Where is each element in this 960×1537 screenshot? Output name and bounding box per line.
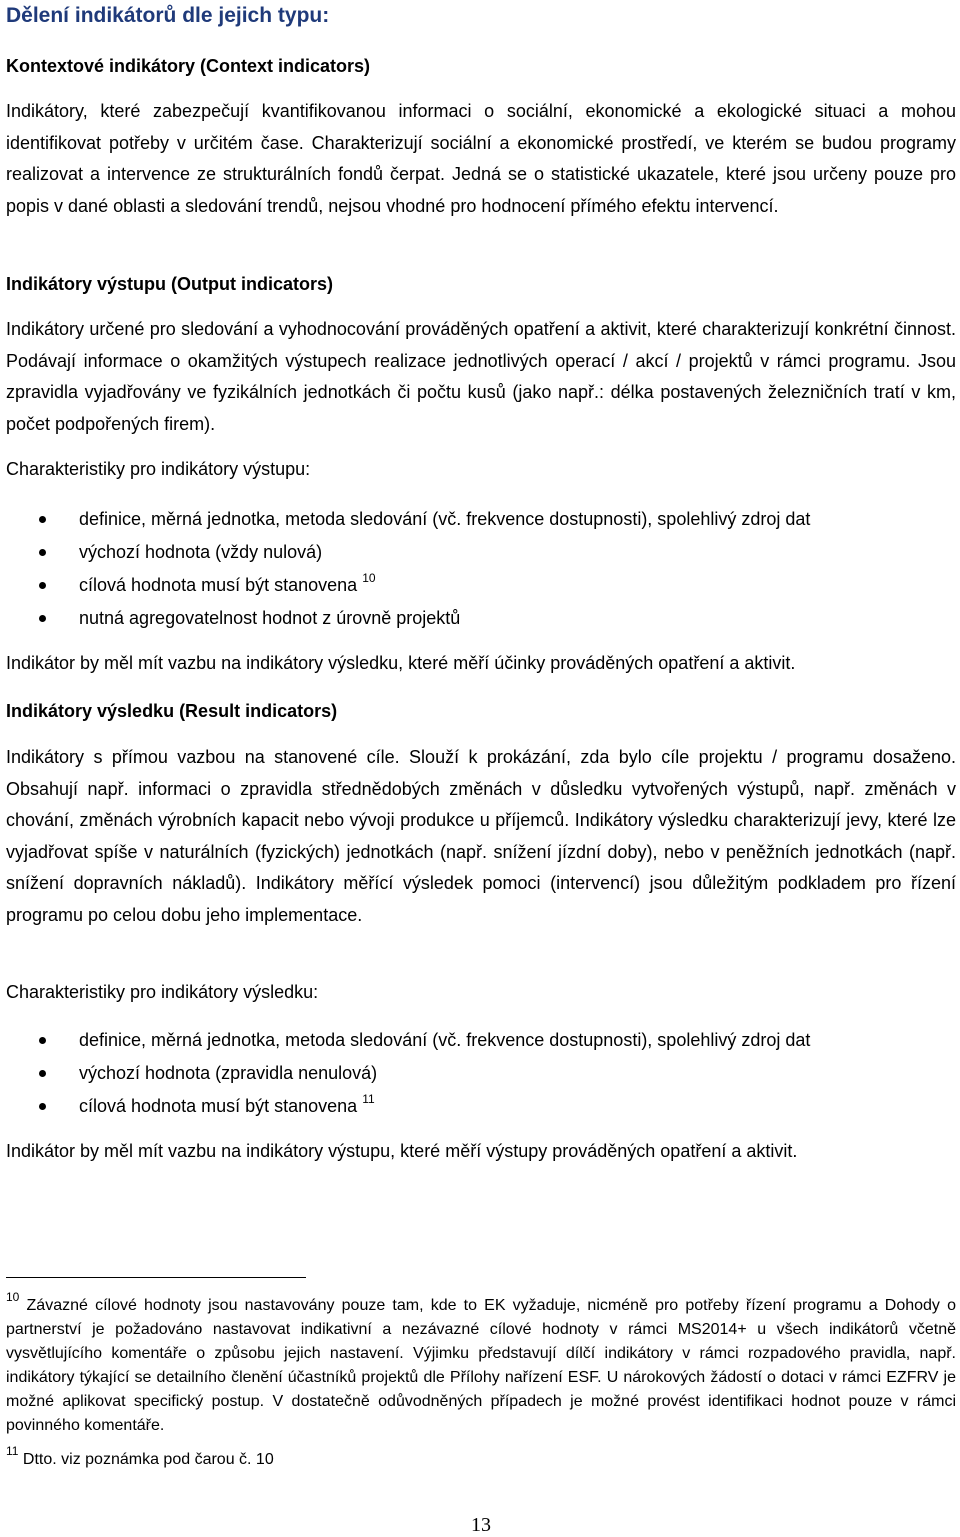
- footnote-ref-10[interactable]: 10: [362, 571, 376, 585]
- list-item: cílová hodnota musí být stanovena $^{11}$: [6, 1090, 810, 1123]
- result-note: Indikátor by měl mít vazbu na indikátory výstupu, které měří výstupy prováděných opatření a aktivit.: [6, 1141, 798, 1161]
- bullet-icon: [39, 1037, 46, 1044]
- context-paragraph: Indikátory, které zabezpečují kvantifikovanou informaci o sociální, ekonomické a ekologické situaci a mohou identifikovat potřeby v určitém čase. Charakterizují sociální a ekonomické prostředí, ve kterém se budou programy realizovat a intervence ze strukturálních fondů čerpat. Jedná se o statistické ukazatele, které jsou určeny pouze pro popis v dané oblasti a sledování trendů, nejsou vhodné pro hodnocení přímého efektu intervencí.: [6, 101, 956, 216]
- bullet-icon: [39, 1103, 46, 1110]
- output-heading: Indikátory výstupu (Output indicators): [6, 274, 334, 294]
- footnote-ref-11[interactable]: 11: [362, 1092, 375, 1106]
- result-characteristics-list: [6, 1024, 810, 1123]
- list-item: výchozí hodnota (zpravidla nenulová): [6, 1057, 810, 1090]
- footnote-10: [6, 1290, 956, 1438]
- output-paragraph: Indikátory určené pro sledování a vyhodnocování prováděných opatření a aktivit, které charakterizují konkrétní činnost. Podávají informace o okamžitých výstupech realizace jednotlivých operací / akcí / projektů v rámci programu. Jsou zpravidla vyjadřovány ve fyzikálních jednotkách či počtu kusů (jako např.: délka postavených železničních tratí v km, počet podpořených firem).: [6, 319, 956, 434]
- list-item: definice, měrná jednotka, metoda sledování (vč. frekvence dostupnosti), spolehlivý zdroj dat: [6, 1024, 810, 1057]
- bullet-icon: [39, 516, 46, 523]
- footnote-separator: [6, 1277, 306, 1278]
- list-item: nutná agregovatelnost hodnot z úrovně projektů: [6, 602, 810, 635]
- bullet-icon: [39, 1070, 46, 1077]
- bullet-icon: [39, 615, 46, 622]
- page-number: 13: [471, 1514, 491, 1536]
- footnote-text: Závazné cílové hodnoty jsou nastavovány pouze tam, kde to EK vyžaduje, nicméně pro potřeby řízení programu a Dohody o partnerství je požadováno nastavovat indikativní a nezávazné cílové hodnoty v rámci MS2014+ u všech indikátorů včetně vysvětlujícího komentáře o způsobu jejich nastavení. Výjimku představují dílčí indikátory v rámci rozpadového pravidla, např. indikátory týkající se detailního členění účastníků projektů dle Přílohy nařízení ESF. U nárokových žádostí o dotaci v rámci EZFRV je možné aplikovat specifický postup. V dostatečně odůvodněných případech je možné provést identifikaci hodnot pouze v rámci povinného komentáře.: [6, 1297, 956, 1434]
- list-item: výchozí hodnota (vždy nulová): [6, 536, 810, 569]
- page-title: Dělení indikátorů dle jejich typu:: [6, 4, 330, 27]
- footnote-number: 11: [6, 1444, 19, 1458]
- list-item: cílová hodnota musí být stanovena $^{10}$: [6, 569, 810, 602]
- output-characteristics-list: [6, 503, 810, 635]
- bullet-icon: [39, 549, 46, 556]
- result-heading: Indikátory výsledku (Result indicators): [6, 701, 338, 721]
- list-item: definice, měrná jednotka, metoda sledování (vč. frekvence dostupnosti), spolehlivý zdroj dat: [6, 503, 810, 536]
- context-heading: Kontextové indikátory (Context indicators): [6, 56, 371, 76]
- footnote-text: Dtto. viz poznámka pod čarou č. 10: [22, 1451, 274, 1468]
- footnote-number: 10: [6, 1290, 20, 1304]
- output-characteristics-label: Charakteristiky pro indikátory výstupu:: [6, 459, 311, 479]
- bullet-icon: [39, 582, 46, 589]
- result-paragraph: Indikátory s přímou vazbou na stanovené cíle. Slouží k prokázání, zda bylo cíle projektu / programu dosaženo. Obsahují např. informaci o zpravidla střednědobých změnách v důsledku vytvořených výstupů, např. změnách v chování, změnách výrobních kapacit nebo vývoji produkce u příjemců. Indikátory výsledku charakterizují jevy, které lze vyjadřovat spíše v naturálních (fyzických) jednotkách (např. snížení jízdní doby), nebo v peněžních jednotkách (např. snížení dopravních nákladů). Indikátory měřící výsledek pomoci (intervencí) jsou důležitým podkladem pro řízení programu po celou dobu jeho implementace.: [6, 747, 956, 925]
- footnote-11: [6, 1444, 274, 1472]
- output-note: Indikátor by měl mít vazbu na indikátory výsledku, které měří účinky prováděných opatření a aktivit.: [6, 653, 796, 673]
- result-characteristics-label: Charakteristiky pro indikátory výsledku:: [6, 982, 319, 1002]
